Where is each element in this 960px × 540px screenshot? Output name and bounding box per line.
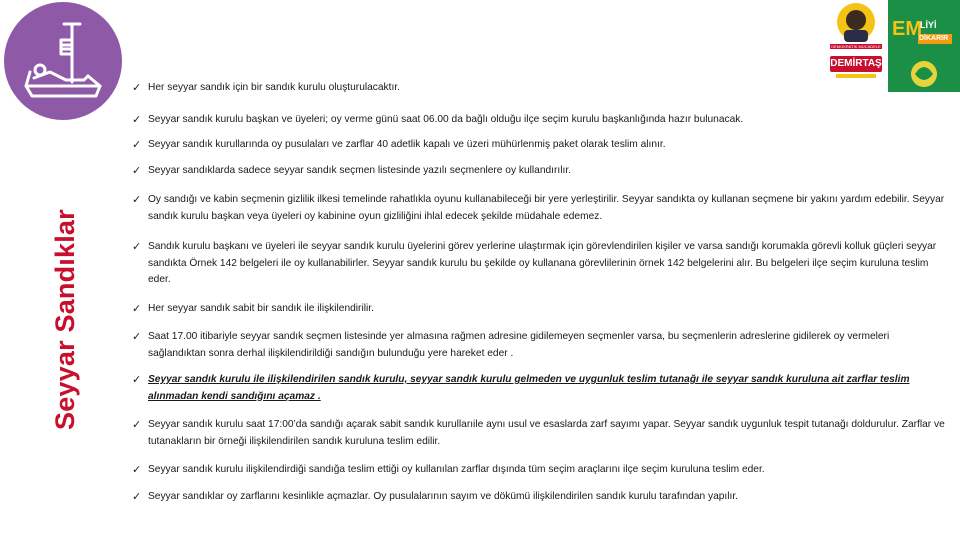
demirtas-logo [826,0,886,92]
list-item [128,417,948,450]
list-item [128,137,948,154]
checkmark-icon: ✓ [132,165,142,177]
bullet-text: Seyyar sandıklar oy zarflarını kesinlikle açmazlar. Oy pusulalarının sayım ve dökümü ilişkilendirilen sandık kurulu tarafından yapılır. [148,491,739,502]
list-item [128,192,948,225]
list-item [128,80,948,97]
checkmark-icon: ✓ [132,419,142,431]
checkmark-icon: ✓ [132,241,142,253]
bullet-text: Saat 17.00 itibariyle seyyar sandık seçmen listesinde yer almasına rağmen adresine gidilemeyen seçmenler varsa, bu seçmenlerin adreslerine gidilerek oy vermeleri sağlandıktan sonra derhal ilişkilendirildiği sandığın bulunduğu yere hareket eder . [148,331,890,359]
checkmark-icon: ✓ [132,464,142,476]
bullet-text: Her seyyar sandık için bir sandık kurulu oluşturulacaktır. [148,82,400,93]
list-item [128,329,948,362]
list-item [128,462,948,479]
checkmark-icon: ✓ [132,139,142,151]
emek-logo-em: EM [892,18,922,40]
bullet-text: Seyyar sandık kurulu başkan ve üyeleri; oy verme günü saat 06.00 da bağlı olduğu ilçe seçim kurulu başkanlığında hazır bulunacak. [148,114,744,125]
checkmark-icon: ✓ [132,331,142,343]
list-item [128,163,948,180]
emek-logo [888,0,960,92]
checkmark-icon: ✓ [132,374,142,386]
bullet-text: Oy sandığı ve kabin seçmenin gizlilik ilkesi temelinde rahatlıkla oyunu kullanabileceği bir yere yerleştirilir. Seyyar sandıkta oy kullanan seçmene bir yakını yardım edebilir. Seyyar sandık kurulu başkan veya üyeleri oy kabinine oyun gizliliğini ihlal edecek şekilde müdahale edemez. [148,194,945,222]
checkmark-icon: ✓ [132,194,142,206]
checkmark-icon: ✓ [132,491,142,503]
bullet-text: Her seyyar sandık sabit bir sandık ile ilişkilendirilir. [148,303,374,314]
list-item [128,301,948,318]
list-item [128,239,948,289]
emek-logo-mid: LİYİ [920,20,937,30]
list-item [128,372,948,405]
demirtas-logo-topline: DEMOKRATİK MÜCADELE [831,44,881,49]
checkmark-icon: ✓ [132,114,142,126]
checkmark-icon: ✓ [132,303,142,315]
bullet-text: Seyyar sandıklarda sadece seyyar sandık seçmen listesinde yazılı seçmenlere oy kullandırılır. [148,165,571,176]
bullet-text: Seyyar sandık kurulu ilişkilendirdiği sandığa teslim ettiği oy kullanılan zarflar dışında tüm seçim araçlarını ilçe seçim kuruluna teslim eder. [148,464,765,475]
demirtas-logo-name: DEMİRTAŞ [830,58,882,69]
page-title: Seyyar Sandıklar [50,209,80,430]
bullet-text: Seyyar sandık kurulu saat 17:00’da sandığı açarak sabit sandık kurullarıile aynı usul ve esaslarda zarf sayımı yapar. Seyyar sandık uygunluk tespit tutanağı doldurulur. Zarflar ve tutanakların bir örneği ilişkilendirilen sandık kuruluna teslim edilir. [148,419,945,447]
checkmark-icon: ✓ [132,82,142,94]
bullet-text: Seyyar sandık kurullarında oy pusulaları ve zarflar 40 adetlik kapalı ve üzeri mühürlenmiş paket olarak teslim alınır. [148,139,666,150]
bullet-text-emphasis: Seyyar sandık kurulu ile ilişkilendirilen sandık kurulu, seyyar sandık kurulu gelmeden ve uygunluk teslim tutanağı ile seyyar sandık kuruluna ait zarflar teslim alınmadan kendi sandığını açamaz . [148,374,910,402]
hospital-bed-icon [4,2,122,120]
list-item [128,489,948,506]
list-item [128,112,948,129]
emek-logo-bottom: DİKARIR [919,35,949,42]
bullet-text: Sandık kurulu başkanı ve üyeleri ile seyyar sandık kurulu üyelerini görev yerlerine ulaştırmak için görevlendirilen kişiler ve varsa sandığı korumakla görevli kolluk güçleri seyyar sandıkta Örnek 142 belgeleri ile oy kullanabilirler. Seyyar sandık kurulu bu şekilde oy kullanana görevlilerinin örnek 142 belgelerini alır. Bu belgeleri ilçe seçim kuruluna teslim eder. [148,241,937,285]
